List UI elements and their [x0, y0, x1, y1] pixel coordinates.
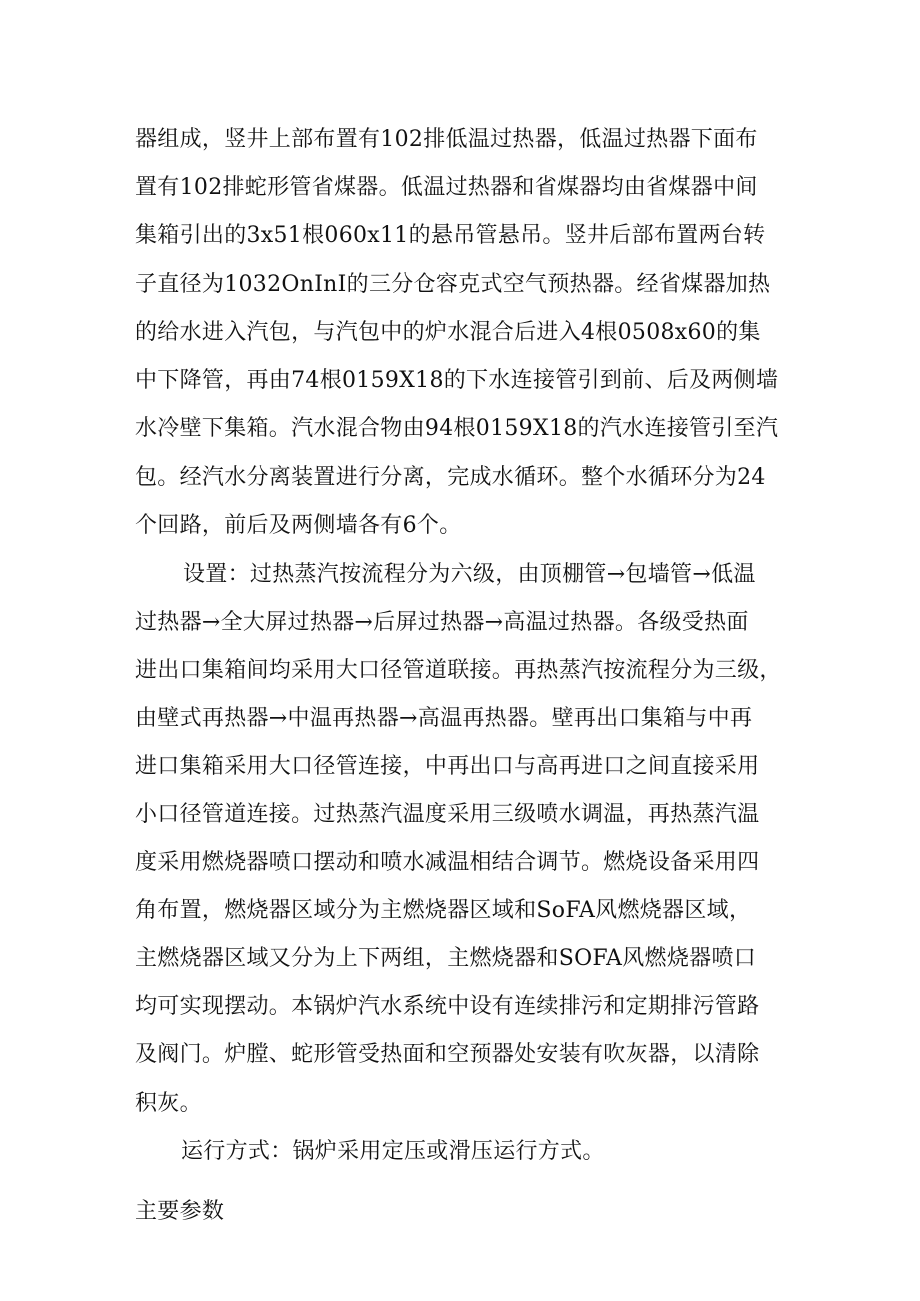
- text-line: 过热器→全大屏过热器→后屏过热器→高温过热器。各级受热面: [135, 610, 749, 635]
- text-line: 的给水进入汽包，与汽包中的炉水混合后进入4根0508x60的集: [135, 320, 761, 345]
- text-line: 主燃烧器区域又分为上下两组，主燃烧器和SOFA风燃烧器喷口: [135, 946, 757, 971]
- paragraph-first-line: 运行方式：锅炉采用定压或滑压运行方式。: [181, 1139, 605, 1164]
- paragraph-first-line: 设置：过热蒸汽按流程分为六级，由顶棚管→包墙管→低温: [183, 562, 756, 587]
- text-line: 进口集箱采用大口径管连接，中再出口与高再进口之间直接采用: [135, 754, 760, 779]
- text-line: 小口径管道连接。过热蒸汽温度采用三级喷水调温，再热蒸汽温: [135, 802, 760, 827]
- text-line: 中下降管，再由74根0159X18的下水连接管引到前、后及两侧墙: [135, 368, 779, 393]
- text-line: 由壁式再热器→中温再热器→高温再热器。壁再出口集箱与中再: [135, 706, 753, 731]
- text-line: 进出口集箱间均采用大口径管道联接。再热蒸汽按流程分为三级，: [135, 658, 782, 683]
- text-line: 水冷壁下集箱。汽水混合物由94根0159X18的汽水连接管引至汽: [135, 416, 779, 441]
- text-line: 置有102排蛇形管省煤器。低温过热器和省煤器均由省煤器中间: [135, 175, 758, 200]
- text-line: 均可实现摆动。本锅炉汽水系统中设有连续排污和定期排污管路: [135, 994, 760, 1019]
- text-line: 度采用燃烧器喷口摆动和喷水减温相结合调节。燃烧设备采用四: [135, 850, 760, 875]
- text-line: 个回路，前后及两侧墙各有6个。: [135, 513, 462, 538]
- text-line: 器组成，竖井上部布置有102排低温过热器，低温过热器下面布: [135, 127, 758, 152]
- text-line: 角布置，燃烧器区域分为主燃烧器区域和SoFA风燃烧器区域，: [135, 898, 752, 923]
- text-line: 子直径为1032OnInI的三分仓容克式空气预热器。经省煤器加热: [135, 272, 771, 297]
- text-line: 包。经汽水分离装置进行分离，完成水循环。整个水循环分为24: [135, 465, 766, 490]
- text-line: 积灰。: [135, 1091, 202, 1116]
- section-heading: 主要参数: [135, 1199, 225, 1224]
- text-line: 集箱引出的3x51根060x11的悬吊管悬吊。竖井后部布置两台转: [135, 223, 766, 248]
- text-line: 及阀门。炉膛、蛇形管受热面和空预器处安装有吹灰器，以清除: [135, 1042, 760, 1067]
